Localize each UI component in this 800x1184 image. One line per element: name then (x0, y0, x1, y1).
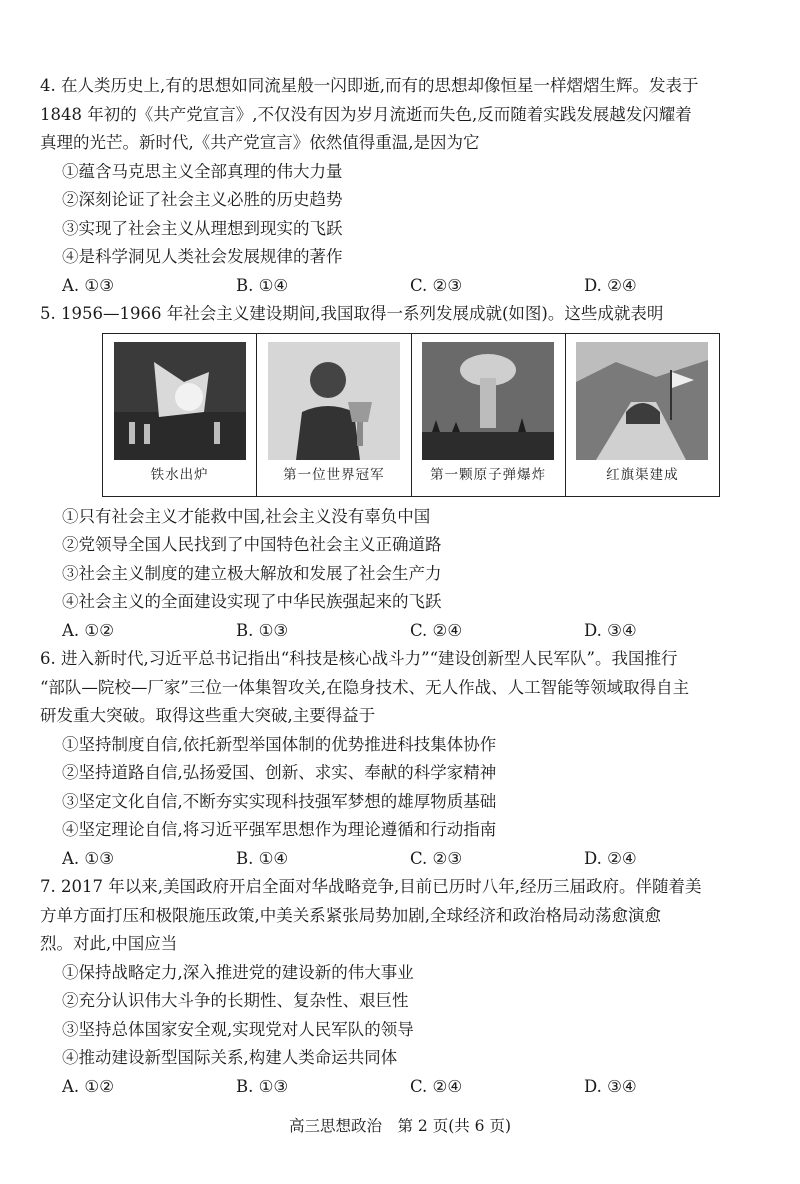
answer-choices (40, 272, 760, 301)
steel-furnace-photo (114, 342, 246, 460)
question-stem-line: 烈。对此,中国应当 (40, 934, 178, 953)
choice-d[interactable]: D. ③④ (584, 1076, 637, 1096)
statement-option: ③社会主义制度的建立极大解放和发展了社会生产力 (62, 563, 442, 583)
statement-option: ③坚定文化自信,不断夯实实现科技强军梦想的雄厚物质基础 (62, 791, 497, 811)
question-4 (40, 72, 760, 300)
figure-cell-atomic (412, 334, 566, 496)
statement-option: ②坚持道路自信,弘扬爱国、创新、求实、奉献的科学家精神 (62, 763, 497, 782)
figure-caption: 第一颗原子弹爆炸 (430, 466, 547, 483)
answer-choices (40, 845, 760, 874)
page-footer: 高三思想政治 第 2 页(共 6 页) (288, 1117, 512, 1135)
exam-page (40, 72, 760, 1101)
choice-d[interactable]: D. ②④ (584, 275, 637, 295)
answer-choices (40, 1073, 760, 1102)
question-stem-line: 方单方面打压和极限施压政策,中美关系紧张局势加剧,全球经济和政治格局动荡愈演愈 (40, 905, 661, 925)
statement-option: ①只有社会主义才能救中国,社会主义没有辜负中国 (62, 506, 431, 526)
statement-option: ②党领导全国人民找到了中国特色社会主义正确道路 (62, 535, 442, 554)
choice-b[interactable]: B. ①④ (236, 275, 289, 295)
figure-caption: 铁水出炉 (150, 466, 209, 483)
choice-b[interactable]: B. ①③ (236, 620, 289, 640)
question-stem-line: 6. 进入新时代,习近平总书记指出“科技是核心战斗力”“建设创新型人民军队”。我国推行 (40, 649, 678, 668)
question-stem-line: 4. 在人类历史上,有的思想如同流星般一闪即逝,而有的思想却像恒星一样熠熠生辉。发表于 (40, 76, 699, 95)
choice-d[interactable]: D. ③④ (584, 620, 637, 640)
choice-b[interactable]: B. ①③ (236, 1076, 289, 1096)
question-5 (40, 300, 760, 645)
choice-a[interactable]: A. ①③ (62, 275, 114, 295)
question-stem-line: 真理的光芒。新时代,《共产党宣言》依然值得重温,是因为它 (40, 133, 480, 152)
statement-option: ①坚持制度自信,依托新型举国体制的优势推进科技集体协作 (62, 734, 497, 754)
choice-a[interactable]: A. ①② (62, 1076, 114, 1096)
question-stem-line: 5. 1956—1966 年社会主义建设期间,我国取得一系列发展成就(如图)。这些成就表明 (40, 304, 664, 323)
statement-option: ④是科学洞见人类社会发展规律的著作 (62, 247, 343, 266)
question-stem-line: 1848 年初的《共产党宣言》,不仅没有因为岁月流逝而失色,反而随着实践发展越发闪耀着 (40, 104, 692, 124)
figure-cell-steel (103, 334, 257, 496)
question-stem-line: 研发重大突破。取得这些重大突破,主要得益于 (40, 706, 376, 725)
choice-b[interactable]: B. ①④ (236, 848, 289, 868)
choice-d[interactable]: D. ②④ (584, 848, 637, 868)
choice-c[interactable]: C. ②④ (410, 1076, 463, 1096)
red-flag-canal-photo (576, 342, 708, 460)
choice-c[interactable]: C. ②④ (410, 620, 463, 640)
statement-option: ②充分认识伟大斗争的长期性、复杂性、艰巨性 (62, 991, 409, 1010)
question-6 (40, 645, 760, 873)
achievements-figure (102, 333, 720, 497)
choice-a[interactable]: A. ①③ (62, 848, 114, 868)
question-7 (40, 873, 760, 1101)
statement-option: ③实现了社会主义从理想到现实的飞跃 (62, 218, 343, 238)
statement-option: ④坚定理论自信,将习近平强军思想作为理论遵循和行动指南 (62, 820, 497, 839)
statement-option: ④推动建设新型国际关系,构建人类命运共同体 (62, 1048, 398, 1067)
figure-caption: 第一位世界冠军 (283, 466, 385, 483)
figure-cell-canal (566, 334, 719, 496)
statement-option: ②深刻论证了社会主义必胜的历史趋势 (62, 190, 343, 209)
statement-option: ③坚持总体国家安全观,实现党对人民军队的领导 (62, 1019, 414, 1039)
question-stem-line: 7. 2017 年以来,美国政府开启全面对华战略竞争,目前已历时八年,经历三届政府。伴随着美 (40, 877, 702, 896)
choice-a[interactable]: A. ①② (62, 620, 114, 640)
statement-option: ④社会主义的全面建设实现了中华民族强起来的飞跃 (62, 592, 442, 611)
atomic-bomb-photo (422, 342, 554, 460)
question-stem-line: “部队—院校—厂家”三位一体集智攻关,在隐身技术、无人作战、人工智能等领域取得自主 (40, 677, 690, 697)
figure-caption: 红旗渠建成 (606, 466, 679, 483)
choice-c[interactable]: C. ②③ (410, 848, 463, 868)
statement-option: ①蕴含马克思主义全部真理的伟大力量 (62, 161, 343, 181)
choice-c[interactable]: C. ②③ (410, 275, 463, 295)
answer-choices (40, 617, 760, 646)
champion-photo (268, 342, 400, 460)
statement-option: ①保持战略定力,深入推进党的建设新的伟大事业 (62, 962, 414, 982)
figure-cell-champion (257, 334, 411, 496)
